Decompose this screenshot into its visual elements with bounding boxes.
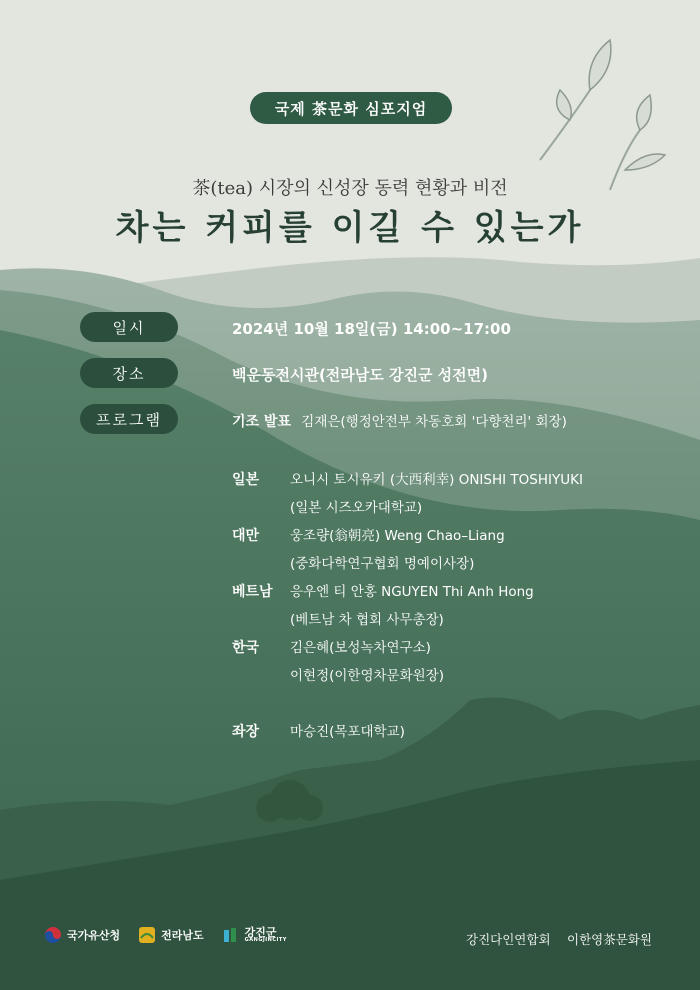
- chair-tag: 좌장: [232, 724, 260, 740]
- gangjin-icon: [222, 926, 240, 944]
- speaker-name: 김은혜(보성녹차연구소): [290, 640, 431, 656]
- keynote-line: [232, 410, 567, 431]
- logo-jeonnam: [138, 926, 204, 944]
- speaker-row: [232, 636, 431, 657]
- speaker-affiliation: (중화다학연구협회 명예이사장): [290, 556, 475, 572]
- logo-jeonnam-text: 전라남도: [161, 929, 204, 942]
- event-badge: 국제 茶문화 심포지엄: [250, 92, 452, 124]
- keynote-speaker: 김재은(행정안전부 차동호회 '다향천리' 회장): [301, 414, 567, 430]
- speaker-row: [232, 524, 505, 545]
- speaker-name: 응우엔 티 안홍 NGUYEN Thi Anh Hong: [290, 584, 534, 600]
- organizer-1: 강진다인연합회: [466, 932, 551, 947]
- date-label: 일시: [80, 312, 178, 342]
- date-value: 2024년 10월 18일(금) 14:00~17:00: [232, 320, 511, 338]
- speaker-country: 베트남: [232, 584, 273, 600]
- jeonnam-icon: [138, 926, 156, 944]
- chair-line: [232, 720, 405, 741]
- speaker-affiliation: 이현정(이한영차문화원장): [290, 668, 444, 684]
- logo-heritage-text: 국가유산청: [67, 929, 121, 942]
- taegeuk-icon: [44, 926, 62, 944]
- speaker-country: 대만: [232, 528, 260, 544]
- organizer-2: 이한영茶문화원: [567, 932, 652, 947]
- logo-heritage: [44, 926, 120, 944]
- speaker-row: [232, 468, 583, 489]
- speaker-affiliation: (베트남 차 협회 사무총장): [290, 612, 444, 628]
- place-value: 백운동전시관(전라남도 강진군 성전면): [232, 366, 488, 384]
- speaker-row: [232, 580, 534, 601]
- keynote-tag: 기조 발표: [232, 414, 291, 430]
- logo-gangjin: [222, 926, 287, 944]
- chair-name: 마승진(목포대학교): [290, 724, 405, 740]
- speaker-name: 웅조량(翁朝亮) Weng Chao–Liang: [290, 528, 505, 544]
- speaker-country: 일본: [232, 472, 260, 488]
- place-label: 장소: [80, 358, 178, 388]
- logo-gangjin-text: 강진군: [244, 926, 277, 939]
- sponsor-logos: [44, 926, 287, 944]
- speaker-name: 오니시 토시유키 (大西利幸) ONISHI TOSHIYUKI: [290, 472, 583, 488]
- logo-gangjin-small: GANGJINCITY: [244, 937, 287, 943]
- logo-gangjin-text-wrap: [245, 927, 287, 943]
- program-label: 프로그램: [80, 404, 178, 434]
- subtitle: 茶(tea) 시장의 신성장 동력 현황과 비전: [192, 178, 508, 199]
- main-title: 차는 커피를 이길 수 있는가: [115, 208, 585, 248]
- speaker-country: 한국: [232, 640, 260, 656]
- speaker-affiliation: (일본 시즈오카대학교): [290, 500, 423, 516]
